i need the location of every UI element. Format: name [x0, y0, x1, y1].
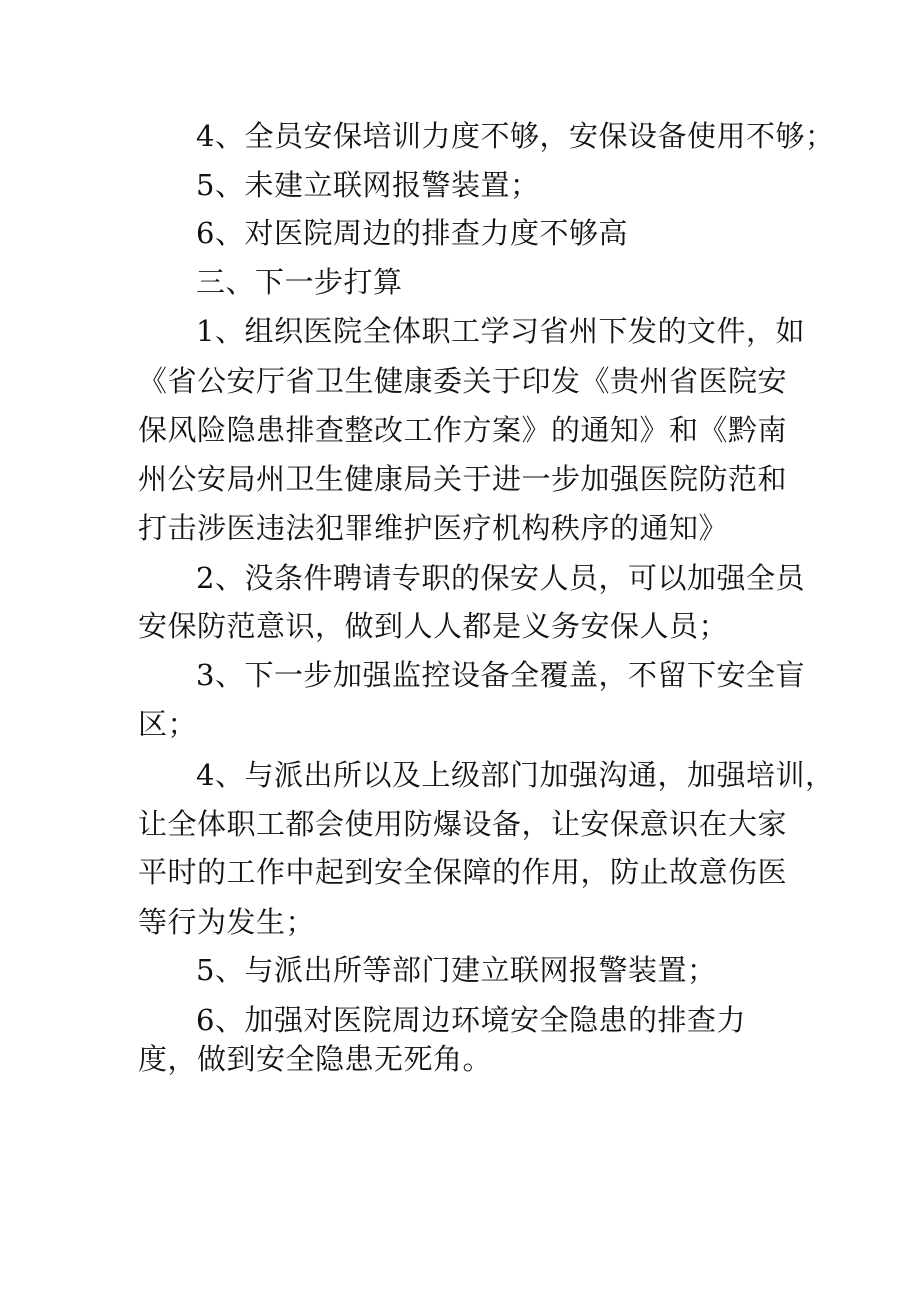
- text-line-plan-1-cont: 打击涉医违法犯罪维护医疗机构秩序的通知》: [138, 511, 729, 545]
- text-line-plan-4-start: 4、与派出所以及上级部门加强沟通，加强培训，: [196, 758, 835, 792]
- text-line-plan-3-cont: 区；: [138, 707, 198, 741]
- text-line-plan-3-start: 3、下一步加强监控设备全覆盖，不留下安全盲: [196, 658, 805, 692]
- text-line-plan-1-cont: 《省公安厅省卫生健康委关于印发《贵州省医院安: [138, 364, 788, 398]
- text-line-weakness-6: 6、对医院周边的排查力度不够高: [196, 216, 628, 250]
- section-heading-next-steps: 三、下一步打算: [196, 265, 403, 299]
- text-line-plan-2-start: 2、没条件聘请专职的保安人员，可以加强全员: [196, 561, 805, 595]
- text-line-weakness-5: 5、未建立联网报警装置；: [196, 168, 540, 202]
- text-line-plan-4-cont: 等行为发生；: [138, 905, 316, 939]
- text-line-plan-1-start: 1、组织医院全体职工学习省州下发的文件，如: [196, 314, 805, 348]
- text-line-plan-4-cont: 平时的工作中起到安全保障的作用，防止故意伤医: [138, 855, 788, 889]
- text-line-plan-5: 5、与派出所等部门建立联网报警装置；: [196, 953, 717, 987]
- text-line-plan-1-cont: 州公安局州卫生健康局关于进一步加强医院防范和: [138, 462, 788, 496]
- text-line-plan-6-start: 6、加强对医院周边环境安全隐患的排查力: [196, 1003, 746, 1037]
- text-line-plan-2-cont: 安保防范意识，做到人人都是义务安保人员；: [138, 609, 729, 643]
- text-line-plan-1-cont: 保风险隐患排查整改工作方案》的通知》和《黔南: [138, 413, 788, 447]
- text-line-weakness-4: 4、全员安保培训力度不够，安保设备使用不够；: [196, 119, 835, 153]
- text-line-plan-4-cont: 让全体职工都会使用防爆设备，让安保意识在大家: [138, 807, 788, 841]
- text-line-plan-6-cont: 度，做到安全隐患无死角。: [138, 1042, 493, 1076]
